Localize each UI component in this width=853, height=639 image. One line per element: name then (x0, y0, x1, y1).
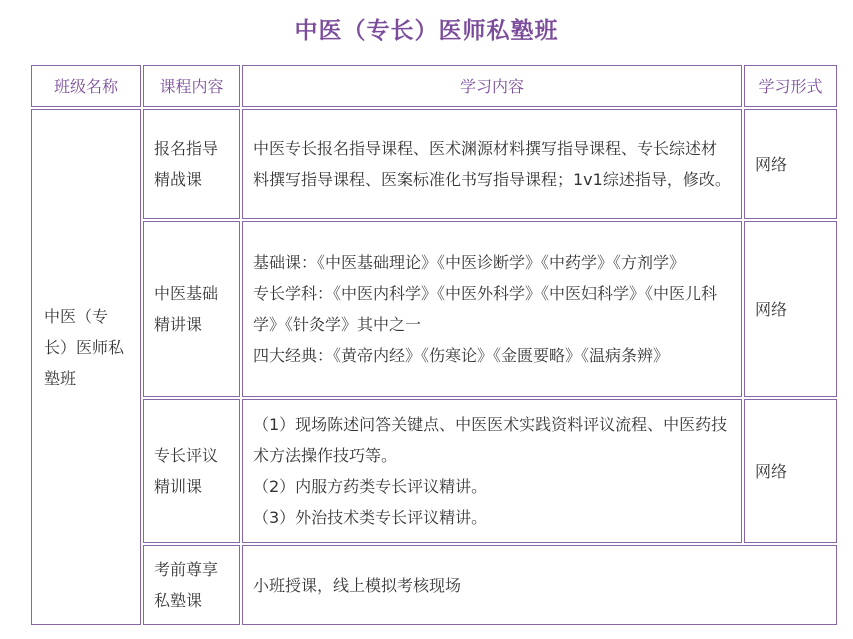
content-line: （2）内服方药类专长评议精讲。 (253, 477, 488, 496)
content-line: 专长学科：《中医内科学》《中医外科学》《中医妇科学》《中医儿科学》《针灸学》其中之一 (253, 284, 718, 334)
header-course: 课程内容 (143, 65, 240, 107)
form-cell: 网络 (744, 221, 837, 397)
course-cell: 中医基础精讲课 (143, 221, 240, 397)
header-form: 学习形式 (744, 65, 837, 107)
page-title: 中医（专长）医师私塾班 (294, 18, 559, 44)
content-line: 四大经典：《黄帝内经》《伤寒论》《金匮要略》《温病条辨》 (253, 346, 670, 365)
table-row (31, 109, 837, 219)
table-row (31, 545, 837, 625)
content-cell (242, 221, 742, 397)
course-cell: 考前尊享私塾课 (143, 545, 240, 625)
header-content: 学习内容 (242, 65, 742, 107)
table-row (31, 399, 837, 543)
header-row (31, 65, 837, 107)
class-name-cell: 中医（专长）医师私塾班 (31, 109, 141, 625)
form-cell: 网络 (744, 399, 837, 543)
content-line: 小班授课，线上模拟考核现场 (253, 575, 462, 595)
header-class-name: 班级名称 (31, 65, 141, 107)
content-cell (242, 399, 742, 543)
course-cell: 专长评议精训课 (143, 399, 240, 543)
course-cell: 报名指导精战课 (143, 109, 240, 219)
form-cell: 网络 (744, 109, 837, 219)
content-cell (242, 545, 837, 625)
content-cell (242, 109, 742, 219)
content-line: 中医专长报名指导课程、医术渊源材料撰写指导课程、专长综述材料撰写指导课程、医案标准化书写指导课程；1v1综述指导，修改。 (253, 139, 731, 189)
table-row (31, 221, 837, 397)
content-line: 基础课：《中医基础理论》《中医诊断学》《中药学》《方剂学》 (253, 253, 686, 272)
content-line: （1）现场陈述问答关键点、中医医术实践资料评议流程、中医药技术方法操作技巧等。 (253, 415, 728, 465)
course-table (29, 63, 839, 627)
content-line: （3）外治技术类专长评议精讲。 (253, 508, 488, 527)
